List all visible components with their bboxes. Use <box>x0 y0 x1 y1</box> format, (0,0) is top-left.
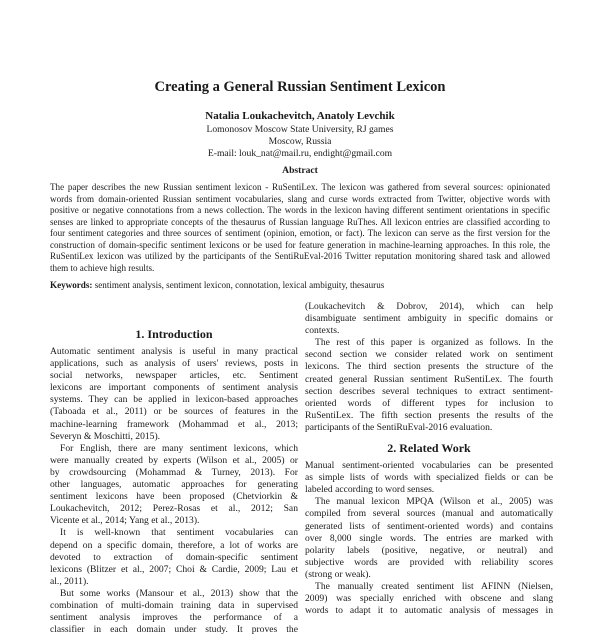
text-line: construction of domain-specific sentiment lexicons or be used for feature generation in machine-learning approaches. In this role, the <box>50 239 550 250</box>
text-line: The paper describes the new Russian sentiment lexicon - RuSentiLex. The lexicon was gathered from several sources: opinionated <box>50 182 550 192</box>
affiliation <box>0 124 600 160</box>
text-line: disambiguate sentiment ambiguity in specific domains or <box>305 313 553 325</box>
text-line: al., 2011). <box>50 575 89 587</box>
paragraph <box>50 182 550 274</box>
text-line: were manually created by experts (Wilson et al., 2005) or <box>50 454 298 466</box>
paragraph <box>305 460 553 496</box>
text-line: For English, there are many sentiment lexicons, which <box>60 442 298 454</box>
keywords-label: Keywords: <box>50 280 93 290</box>
paragraph <box>50 527 298 587</box>
affiliation-line: Moscow, Russia <box>268 136 332 147</box>
text-line: words from domain-oriented Russian sentiment vocabularies, slang and curse words extracted from Twitter, objective words with <box>50 193 550 204</box>
text-line: The rest of this paper is organized as follows. In the <box>315 337 553 349</box>
text-line: lexicons. The third section presents the structure of the <box>305 361 553 373</box>
text-line: participants of the SentiRuEval-2016 evaluation. <box>305 421 493 433</box>
text-line: combination of multi-domain training data in supervised <box>50 599 298 611</box>
text-line: social networks, newspaper articles, etc. Sentiment <box>50 370 298 382</box>
text-line: classifier in each domain under study. It proves the <box>50 624 298 636</box>
text-line: section describes several techniques to extract sentiment- <box>305 385 553 397</box>
text-line: four sentiment categories and three sources of sentiment (opinion, emotion, or fact). The lexicon can serve as the first version for the <box>50 228 550 238</box>
text-line: lexicons (Blitzer et al., 2007; Choi & Cardie, 2009; Lau et <box>50 563 298 575</box>
email-line: E-mail: louk_nat@mail.ru, endight@gmail.com <box>207 148 393 159</box>
paragraph <box>305 496 553 581</box>
affiliation-line: Lomonosov Moscow State University, RJ games <box>206 124 394 135</box>
text-line: generated lists of sentiment-oriented words) and contains <box>305 520 553 532</box>
text-line: Vicente et al., 2014; Yang et al., 2013). <box>50 515 200 527</box>
text-line: compiled from several sources (manual and automatically <box>305 508 553 520</box>
text-line: as simple lists of words with specialized fields or can be <box>305 472 553 484</box>
text-line: labeled according to word senses. <box>305 484 435 496</box>
text-line: RuSentiLex. The fifth section presents the results of the <box>305 409 553 421</box>
text-line: positive or negative connotations from a news collection. The words in the lexicon having different sentiment orientations in specific <box>50 205 550 215</box>
text-line: But some works (Mansour et al., 2013) show that the <box>60 587 298 599</box>
text-line: machine-learning framework (Mohammad et al., 2013; <box>50 418 298 430</box>
paper-title: Creating a General Russian Sentiment Lexicon <box>154 79 446 95</box>
text-line: by crowdsourcing (Mohammad & Turney, 2013). For <box>50 466 298 478</box>
text-line: It is well-known that sentiment vocabularies can <box>60 527 298 539</box>
paragraph <box>305 337 553 434</box>
text-line: lexicons are important components of sentiment analysis <box>50 382 298 394</box>
text-line: applications, such as analysis of users' reviews, posts in <box>50 358 298 370</box>
text-line: sentiment lexicons have been proposed (Chetviorkin & <box>50 491 298 503</box>
text-line: Automatic sentiment analysis is useful in many practical <box>50 346 298 357</box>
keywords <box>50 280 384 290</box>
right-column <box>305 301 553 617</box>
paragraph <box>305 581 553 617</box>
text-line: over 8,000 single words. The entries are marked with <box>305 532 553 544</box>
text-line: Manual sentiment-oriented vocabularies can be presented <box>305 460 553 472</box>
paragraph <box>50 346 298 443</box>
text-line: oriented words of different types for inclusion to <box>305 397 553 409</box>
text-line: 2009) was specially enriched with obscene and slang <box>305 593 553 605</box>
text-line: polarity labels (positive, negative, or neutral) and <box>305 544 553 556</box>
paragraph <box>50 588 298 636</box>
text-line: systems. They can be applied in lexicon-based approaches <box>50 394 298 406</box>
keywords-text: sentiment analysis, sentiment lexicon, connotation, lexical ambiguity, thesaurus <box>92 280 385 290</box>
paragraph <box>50 443 298 528</box>
text-line: sentiment analysis improves the performance of a <box>50 612 298 624</box>
text-line: devoted to extraction of domain-specific sentiment <box>50 551 298 563</box>
text-line: Severyn & Moschitti, 2015). <box>50 430 161 442</box>
section-heading: 2. Related Work <box>387 441 471 456</box>
text-line: Loukachevitch, 2012; Perez-Rosas et al., 2012; San <box>50 503 298 515</box>
text-line: The manually created sentiment list AFINN (Nielsen, <box>315 580 553 592</box>
text-line: (Loukachevitch & Dobrov, 2014), which can help <box>305 301 553 312</box>
left-column <box>50 320 298 636</box>
text-line: created general Russian sentiment RuSentiLex. The fourth <box>305 373 553 385</box>
text-line: contexts. <box>305 325 340 337</box>
text-line: RuSentiLex lexicon was utilized by the participants of the SentiRuEval-2016 Twitter reputation monitoring shared task and allowed <box>50 251 550 261</box>
text-line: words to adapt it to automatic analysis of messages in <box>305 605 553 617</box>
paragraph <box>305 301 553 337</box>
text-line: (strong or weak). <box>305 568 371 580</box>
text-line: senses are linked to appropriate concepts of the thesaurus of Russian language RuThes. All lexicon entries are classified according to <box>50 216 550 227</box>
abstract-heading: Abstract <box>282 165 318 176</box>
text-line: them to achieve high results. <box>50 262 155 273</box>
text-line: The manual lexicon MPQA (Wilson et al., 2005) was <box>315 496 553 508</box>
section-heading: 1. Introduction <box>135 327 213 341</box>
authors: Natalia Loukachevitch, Anatoly Levchik <box>205 110 395 122</box>
text-line: second section we consider related work on sentiment <box>305 349 553 361</box>
text-line: (Taboada et al., 2011) or be sources of features in the <box>50 406 298 418</box>
text-line: subjective words are provided with reliability scores <box>305 556 553 568</box>
abstract-body <box>50 182 550 274</box>
text-line: other languages, automatic approaches for generating <box>50 479 298 491</box>
text-line: depend on a specific domain, therefore, a lot of works are <box>50 539 298 551</box>
